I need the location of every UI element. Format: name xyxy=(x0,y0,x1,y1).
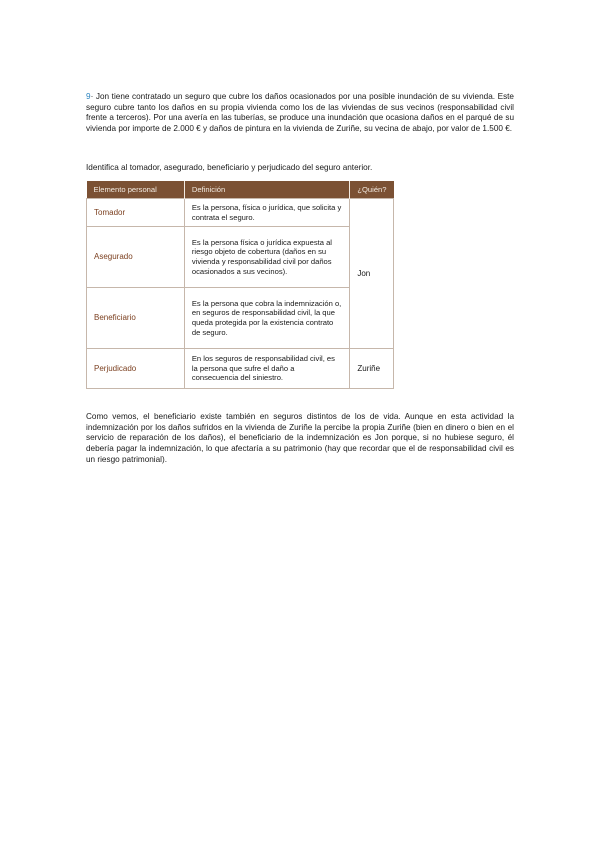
who-jon: Jon xyxy=(350,199,394,349)
personal-elements-table xyxy=(86,181,394,389)
header-elemento-personal: Elemento personal xyxy=(87,181,185,199)
instruction-text: Identifica al tomador, asegurado, beneficiario y perjudicado del seguro anterior. xyxy=(86,163,373,173)
role-tomador: Tomador xyxy=(87,199,185,227)
definition-beneficiario: Es la persona que cobra la indemnización o, en seguros de responsabilidad civil, la que queda protegida por la existencia contrato de seguro. xyxy=(184,288,350,349)
question-paragraph xyxy=(86,92,514,134)
header-definicion: Definición xyxy=(184,181,350,199)
table-header-row xyxy=(87,181,394,199)
question-number: 9 xyxy=(86,92,91,102)
role-perjudicado: Perjudicado xyxy=(87,349,185,389)
question-text: Jon tiene contratado un seguro que cubre los daños ocasionados por una posible inundación de su vivienda. Este seguro cubre tanto los daños en su propia vivienda como los de las viviendas de sus vecinos (responsabilidad civil frente a terceros). Por una avería en las tuberías, se produce una inundación que ocasiona daños en el parqué de su vivienda por importe de 2.000 € y daños de pintura en la vivienda de Zuriñe, su vecina de abajo, por valor de 1.500 €. xyxy=(86,92,514,133)
conclusion-paragraph: Como vemos, el beneficiario existe también en seguros distintos de los de vida. Aunque en esta actividad la indemnización por los daños sufridos en la vivienda de Zuriñe la percibe la propia Zuriñe (bien en dinero o bien en el servicio de reparación de los daños), el beneficiario de la indemnización es Jon porque, si no hubiese seguro, él debería pagar la indemnización, lo que afectaría a su patrimonio (hay que recordar que el de responsabilidad civil es un riesgo patrimonial). xyxy=(86,412,514,464)
who-zurine: Zuriñe xyxy=(350,349,394,389)
table-row xyxy=(87,349,394,389)
role-asegurado: Asegurado xyxy=(87,227,185,288)
question-separator: · xyxy=(90,92,94,102)
definition-asegurado: Es la persona física o jurídica expuesta al riesgo objeto de cobertura (daños en su vivienda y responsabilidad civil por daños ocasionados a sus vecinos). xyxy=(184,227,350,288)
table-row xyxy=(87,227,394,288)
definition-tomador: Es la persona, física o jurídica, que solicita y contrata el seguro. xyxy=(184,199,350,227)
table-row xyxy=(87,288,394,349)
table-row xyxy=(87,199,394,227)
role-beneficiario: Beneficiario xyxy=(87,288,185,349)
definition-perjudicado: En los seguros de responsabilidad civil, es la persona que sufre el daño a consecuencia del siniestro. xyxy=(184,349,350,389)
header-quien: ¿Quién? xyxy=(350,181,394,199)
